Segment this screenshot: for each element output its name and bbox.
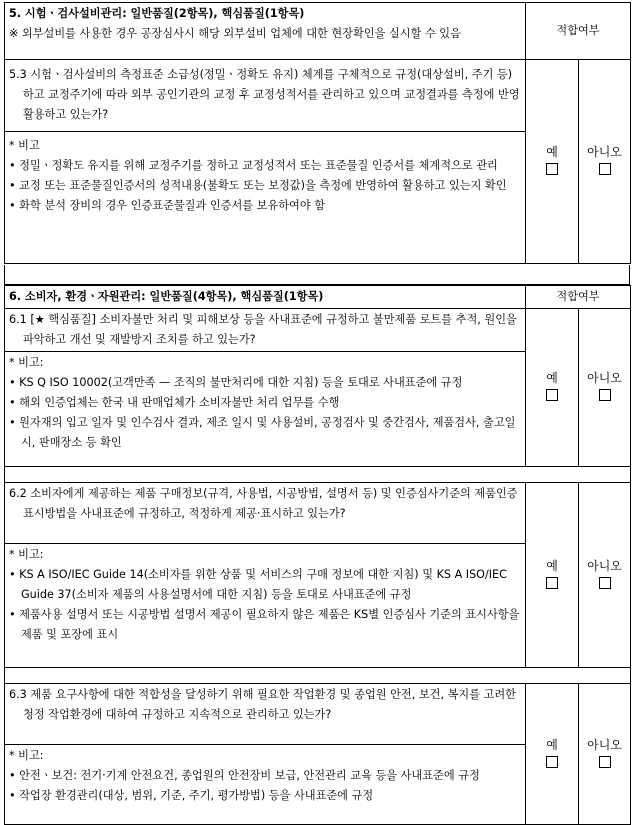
yes-label: 예 [546, 558, 558, 573]
remark-label: * 비고: [9, 356, 44, 369]
conformity-header: 적합여부 [526, 3, 631, 60]
remark-item: • KS A ISO/IEC Guide 14(소비자를 위한 상품 및 서비스의 구매 정보에 대한 지침) 및 KS A ISO/IEC Guide 37(소비자 제품의 사용설명서에 대한 지침) 등을 토대로 사내표준에 규정 [9, 568, 507, 601]
remark-label: * 비고: [9, 749, 44, 762]
remark-item: • 정밀ㆍ정확도 유지를 위해 교정주기를 정하고 교정성적서 또는 표준물질 인증서를 체계적으로 관리 [9, 159, 498, 172]
section5-note: ※ 외부설비를 사용한 경우 공장심사시 해당 외부설비 업체에 대한 현장확인을 실시할 수 있음 [9, 27, 461, 40]
yes-label: 예 [546, 371, 558, 385]
checkbox-yes-5-3[interactable] [546, 163, 558, 175]
question-6-1 [5, 309, 526, 352]
remark-item: • 해외 인증업체는 한국 내 판매업체가 소비자불만 처리 업무를 수행 [9, 396, 340, 409]
section5-header-cell [5, 3, 526, 60]
conformity-header: 적합여부 [526, 286, 631, 309]
row-spacer [5, 668, 631, 684]
no-label: 아니오 [587, 558, 622, 573]
remark-item: • 제품사용 설명서 또는 시공방법 설명서 제공이 필요하지 않은 제품은 KS별 인증심사 기준의 표시사항을 제품 및 포장에 표시 [9, 608, 520, 641]
checkbox-yes-6-2[interactable] [546, 577, 558, 589]
question-5-3 [5, 60, 526, 132]
no-option-6-3[interactable] [579, 684, 631, 825]
checkbox-no-6-1[interactable] [599, 389, 611, 401]
yes-option-6-2[interactable] [526, 483, 579, 668]
checkbox-yes-6-3[interactable] [546, 756, 558, 768]
question-6-1-text: 6.1 [★ 핵심품질] 소비자불만 처리 및 피해보상 등을 사내표준에 규정하고 불만제품 로트를 추적, 원인을 파악하고 개선 및 재발방지 조치를 하고 있는가? [9, 313, 517, 346]
section6-title: 6. 소비자, 환경ㆍ자원관리: 일반품질(4항목), 핵심품질(1항목) [5, 286, 526, 309]
remark-item: • 화학 분석 장비의 경우 인증표준물질과 인증서를 보유하여야 함 [9, 199, 326, 212]
remark-item: • 원자재의 입고 일자 및 인수검사 결과, 제조 일시 및 사용설비, 공정검사 및 중간검사, 제품검사, 출고일시, 판매장소 등 확인 [9, 416, 516, 449]
remarks-5-3 [5, 132, 526, 264]
section-spacer [4, 265, 630, 285]
checkbox-no-6-2[interactable] [599, 577, 611, 589]
remark-item: • 안전ㆍ보건: 전기·기계 안전요건, 종업원의 안전장비 보급, 안전관리 교육 등을 사내표준에 규정 [9, 769, 480, 782]
question-6-2 [5, 483, 526, 544]
question-6-3 [5, 684, 526, 745]
no-label: 아니오 [587, 145, 622, 159]
remarks-6-1 [5, 352, 526, 467]
question-6-3-text: 6.3 제품 요구사항에 대한 적합성을 달성하기 위해 필요한 작업환경 및 종업원 안전, 보건, 복지를 고려한 청정 작업환경에 대하여 규정하고 지속적으로 관리하고 있는가? [9, 688, 516, 721]
remark-item: • KS Q ISO 10002(고객만족 — 조직의 불만처리에 대한 지침) 등을 토대로 사내표준에 규정 [9, 376, 463, 389]
no-label: 아니오 [587, 737, 622, 752]
checkbox-no-6-3[interactable] [599, 756, 611, 768]
row-spacer [5, 467, 631, 483]
question-5-3-text: 5.3 시험ㆍ검사설비의 측정표준 소급성(정밀ㆍ정확도 유지) 체계를 구체적으로 규정(대상설비, 주기 등)하고 교정주기에 따라 외부 공인기관의 교정 후 교정성적서를 관리하고 있으며 교정결과를 측정에 반영 활용하고 있는가? [9, 68, 520, 121]
no-option-6-1[interactable] [579, 309, 631, 467]
yes-option-6-3[interactable] [526, 684, 579, 825]
yes-option-5-3[interactable] [526, 60, 579, 264]
remarks-6-2 [5, 544, 526, 668]
section6-table [4, 285, 631, 825]
remark-label: * 비고 [9, 139, 40, 152]
no-option-5-3[interactable] [579, 60, 631, 264]
section5-title: 5. 시험ㆍ검사설비관리: 일반품질(2항목), 핵심품질(1항목) [9, 7, 305, 20]
no-label: 아니오 [587, 371, 622, 385]
section5-table [4, 2, 631, 264]
remark-item: • 작업장 환경관리(대상, 범위, 기준, 주기, 평가방법) 등을 사내표준에 규정 [9, 789, 374, 802]
remark-item: • 교정 또는 표준물질인증서의 성적내용(불확도 또는 보정값)을 측정에 반영하여 활용하고 있는지 확인 [9, 179, 507, 192]
remarks-6-3 [5, 745, 526, 825]
yes-label: 예 [546, 145, 558, 159]
no-option-6-2[interactable] [579, 483, 631, 668]
question-6-2-text: 6.2 소비자에게 제공하는 제품 구매정보(규격, 사용법, 시공방법, 설명서 등) 및 인증심사기준의 제품인증 표시방법을 사내표준에 규정하고, 적정하게 제공·표시하고 있는가? [9, 487, 518, 520]
checkbox-no-5-3[interactable] [599, 163, 611, 175]
yes-label: 예 [546, 737, 558, 752]
checkbox-yes-6-1[interactable] [546, 389, 558, 401]
yes-option-6-1[interactable] [526, 309, 579, 467]
remark-label: * 비고: [9, 548, 44, 561]
